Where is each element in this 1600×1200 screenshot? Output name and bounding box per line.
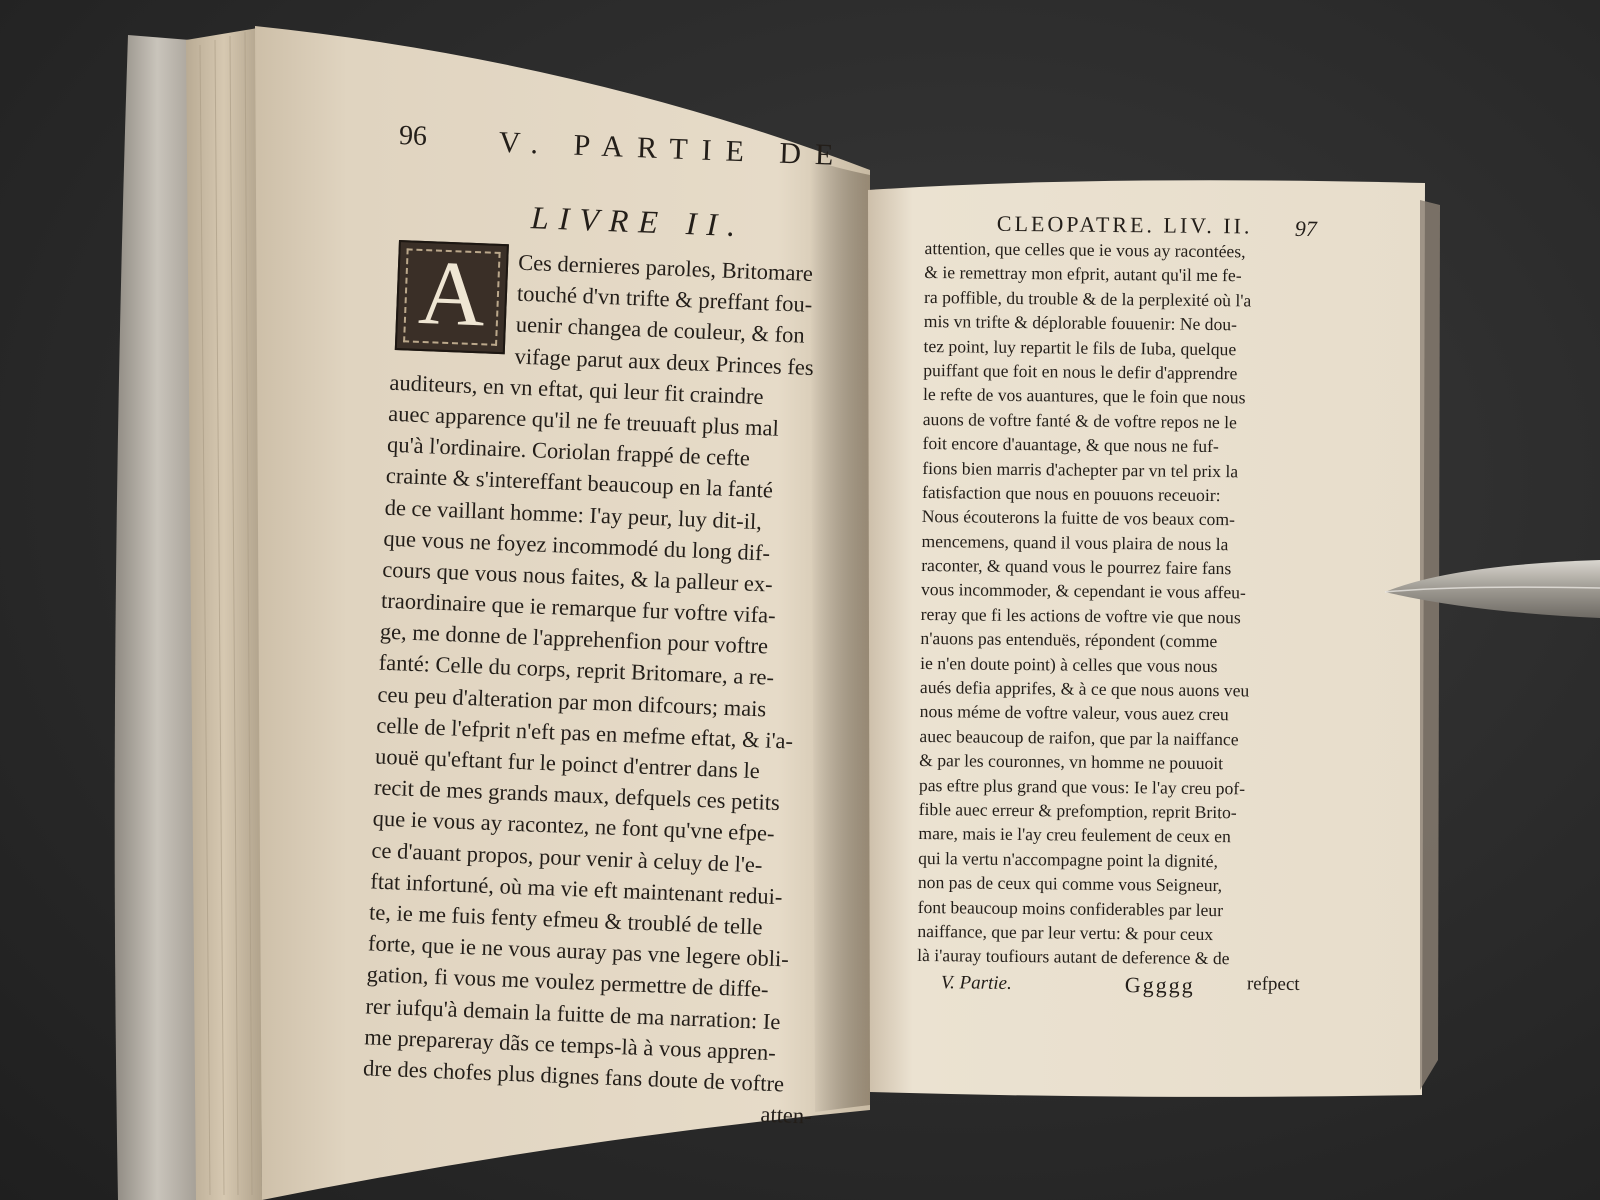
- text-line: ftat infortuné, où ma vie eft maintenant redui-: [369, 868, 783, 910]
- text-line: que vous ne foyez incommodé du long dif-: [383, 525, 771, 566]
- text-line: mare, mais ie l'ay creu feulement de ceux en: [918, 823, 1231, 847]
- catchword: atten-: [760, 1101, 813, 1129]
- text-line: non pas de ceux qui comme vous Seigneur,: [917, 872, 1223, 896]
- left-page-number: 96: [398, 119, 428, 153]
- footer-signature: V. Partie.: [940, 972, 1012, 994]
- text-line: foit encore d'auantage, & que nous ne fuf-: [922, 433, 1219, 457]
- text-line: naiffance, que par leur vertu: & pour ceux: [917, 920, 1214, 944]
- text-line: forte, que ie ne vous auray pas vne legere obli-: [367, 930, 790, 972]
- left-page-body: [361, 242, 854, 1132]
- left-page: [362, 110, 869, 1129]
- text-line: auons de voftre fanté & de voftre repos ne le: [922, 408, 1238, 433]
- text-line: crainte & s'intereffant beaucoup en la fanté: [385, 463, 774, 503]
- text-line: là i'auray toufiours autant de deference & de: [917, 945, 1230, 969]
- text-line: cours que vous nous faites, & la palleur ex-: [381, 556, 774, 597]
- text-line: vifage parut aux deux Princes fes: [514, 343, 815, 380]
- text-line: te, ie me fuis fenty efmeu & troublé de telle: [368, 899, 763, 940]
- text-line: auditeurs, en vn eftat, qui leur fit craindre: [389, 369, 764, 409]
- vellum-spine: [115, 35, 200, 1200]
- gathering-mark: Ggggg: [1124, 972, 1195, 998]
- text-line: uenir changea de couleur, & fon: [515, 311, 806, 349]
- text-line: attention, que celles que ie vous ay racontées,: [924, 237, 1246, 262]
- text-line: touché d'vn trifte & preffant fou-: [516, 280, 813, 318]
- text-line: me prepareray dãs ce temps-là à vous appren-: [363, 1024, 777, 1065]
- text-line: puiffant que foit en nous le defir d'apprendre: [923, 359, 1238, 384]
- right-running-head: CLEOPATRE. LIV. II.: [996, 210, 1253, 239]
- text-line: mencemens, quand il vous plaira de nous la: [921, 530, 1229, 554]
- text-line: font beaucoup moins confiderables par leur: [917, 896, 1224, 920]
- text-line: de ce vaillant homme: I'ay peur, luy dit-il,: [384, 494, 763, 534]
- text-line: rer iufqu'à demain la fuitte de ma narration: Ie: [365, 992, 781, 1034]
- right-page-body: [917, 236, 1325, 972]
- text-line: traordinaire que ie remarque fur voftre vifa-: [380, 587, 777, 628]
- text-line: uouë qu'eftant fur le poinct d'entrer dans le: [374, 743, 761, 784]
- text-line: & ie remettray mon efprit, autant qu'il me fe-: [924, 262, 1242, 286]
- book-title: LIVRE II.: [530, 199, 746, 244]
- text-line: que ie vous ay racontez, ne font qu'vne efpe-: [372, 805, 775, 847]
- text-line: le refte de vos auantures, que le foin que nous: [922, 384, 1246, 408]
- text-line: gation, fi vous me voulez permettre de diffe-: [366, 961, 769, 1003]
- right-page-number: 97: [1294, 215, 1317, 242]
- text-line: fatisfaction que nous en pouuons receuoir:: [921, 481, 1221, 506]
- text-line: Ces dernieres paroles, Britomare: [517, 249, 814, 286]
- catchword: refpect: [1246, 973, 1300, 995]
- text-line: raconter, & quand vous le pourrez faire fans: [921, 555, 1232, 579]
- text-line: ie n'en doute point) à celles que vous nous: [920, 652, 1218, 676]
- text-line: reray que fi les actions de voftre vie que nous: [920, 603, 1241, 628]
- text-line: ra poffible, du trouble & de la perplexité où l'a: [923, 286, 1252, 311]
- text-line: tez point, luy repartit le fils de Iuba, quelque: [923, 335, 1237, 359]
- text-line: qu'à l'ordinaire. Coriolan frappé de cefte: [386, 431, 751, 471]
- text-line: recit de mes grands maux, defquels ces petits: [373, 774, 781, 816]
- dropcap-letter: A: [416, 240, 488, 346]
- text-line: fions bien marris d'achepter par vn tel prix la: [922, 457, 1239, 481]
- text-line: fible auec erreur & prefomption, reprit Brito-: [918, 798, 1237, 823]
- text-line: pas eftre plus grand que vous: Ie l'ay creu pof-: [918, 774, 1246, 798]
- text-line: ceu peu d'alteration par mon difcours; mais: [377, 681, 767, 722]
- text-line: ge, me donne de l'apprehenfion pour voftre: [379, 618, 769, 659]
- text-line: auec apparence qu'il ne fe treuuaft plus mal: [387, 400, 780, 441]
- text-line: n'auons pas entenduës, répondent (comme: [920, 628, 1218, 652]
- text-line: mis vn trifte & déplorable fouuenir: Ne dou-: [923, 311, 1238, 335]
- text-line: Nous écouterons la fuitte de vos beaux com-: [921, 506, 1236, 530]
- text-line: auec beaucoup de raifon, que par la naiffance: [919, 725, 1239, 750]
- text-line: fanté: Celle du corps, reprit Britomare, a re-: [378, 650, 775, 691]
- right-page: [917, 208, 1325, 1012]
- text-line: vous incommoder, & cependant ie vous affeu-: [920, 579, 1246, 603]
- text-line: aués defia apprifes, & à ce que nous auons veu: [919, 677, 1250, 701]
- text-line: nous méme de voftre valeur, vous auez creu: [919, 701, 1229, 725]
- text-line: qui la vertu n'accompagne point la dignité,: [918, 847, 1219, 871]
- left-running-head: V. PARTIE DE: [498, 125, 848, 173]
- text-line: celle de l'efprit n'eft pas en mefme eftat, & i'a-: [375, 712, 794, 754]
- text-line: dre des chofes plus dignes fans doute de voftre: [362, 1055, 785, 1097]
- text-line: & par les couronnes, vn homme ne pouuoit: [919, 750, 1224, 774]
- text-line: ce d'auant propos, pour venir à celuy de l'e-: [371, 837, 763, 878]
